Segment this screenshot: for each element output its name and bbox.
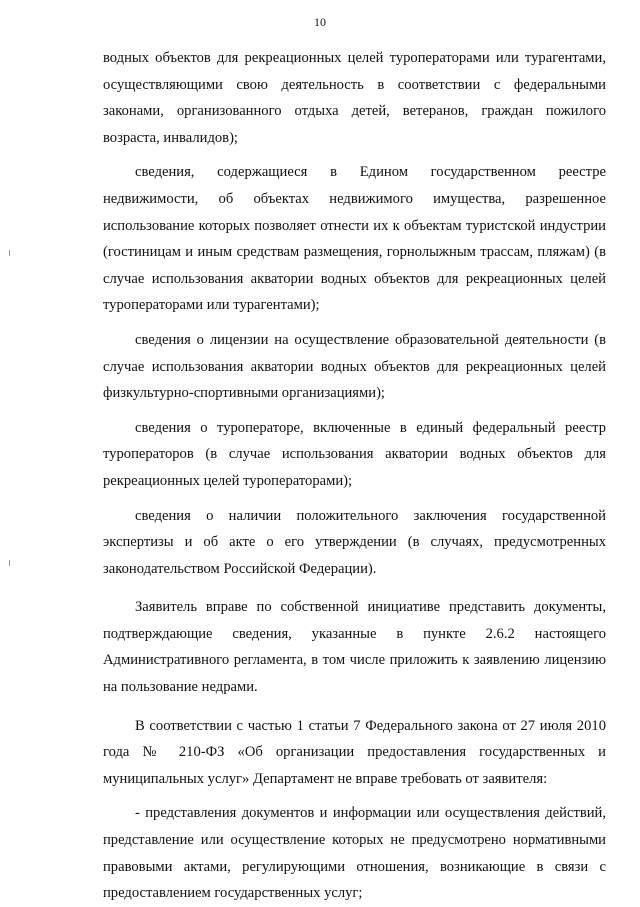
paragraph-applicant-right: Заявитель вправе по собственной инициативе представить документы, подтверждающие сведения, указанные в пункте 2.6.2 настоящего Административного регламента, в том числе приложить к заявлению лицензию на пользование недрами. (103, 599, 606, 696)
paragraph-federal-law: В соответствии с частью 1 статьи 7 Федерального закона от 27 июля 2010 года № 210-ФЗ «Об организации предоставления государственных и муниципальных услуг» Департамент не вправе требовать от заявителя: (103, 717, 606, 787)
paragraph-license-info: сведения о лицензии на осуществление образовательной деятельности (в случае использования акватории водных объектов для рекреационных целей физкультурно-спортивными организациями); (103, 331, 606, 402)
page-number: 10 (314, 15, 326, 29)
scan-mark (9, 250, 10, 256)
scan-mark (9, 560, 10, 566)
paragraph-expertise-info: сведения о наличии положительного заключения государственной экспертизы и об акте о его утверждении (в случаях, предусмотренных законодательством Российской Федерации). (103, 507, 606, 577)
paragraph-prohibition-item: - представления документов и информации или осуществления действий, представление или осуществление которых не предусмотрено нормативными правовыми актами, регулирующими отношения, возникающие в связи с предоставлением государственных услуг; (103, 805, 606, 902)
paragraph-tour-operator-info: сведения о туроператоре, включенные в единый федеральный реестр туроператоров (в случае использования акватории водных объектов для рекреационных целей туроператорами); (103, 419, 606, 489)
paragraph-egrn-info: сведения, содержащиеся в Едином государственном реестре недвижимости, об объектах недвижимого имущества, разрешенное использование которых позволяет отнести их к объектам туристской индустрии (гостиницам и иным средствам размещения, горнолыжным трассам, пляжам) (в случае использования акватории водных объектов для рекреационных целей туроператорами или турагентами); (103, 164, 606, 314)
document-body (103, 45, 606, 907)
paragraph-continuation: водных объектов для рекреационных целей туроператорами или турагентами, осуществляющими свою деятельность в соответствии с федеральными законами, организованного отдыха детей, ветеранов, граждан пожилого возраста, инвалидов); (103, 50, 606, 146)
